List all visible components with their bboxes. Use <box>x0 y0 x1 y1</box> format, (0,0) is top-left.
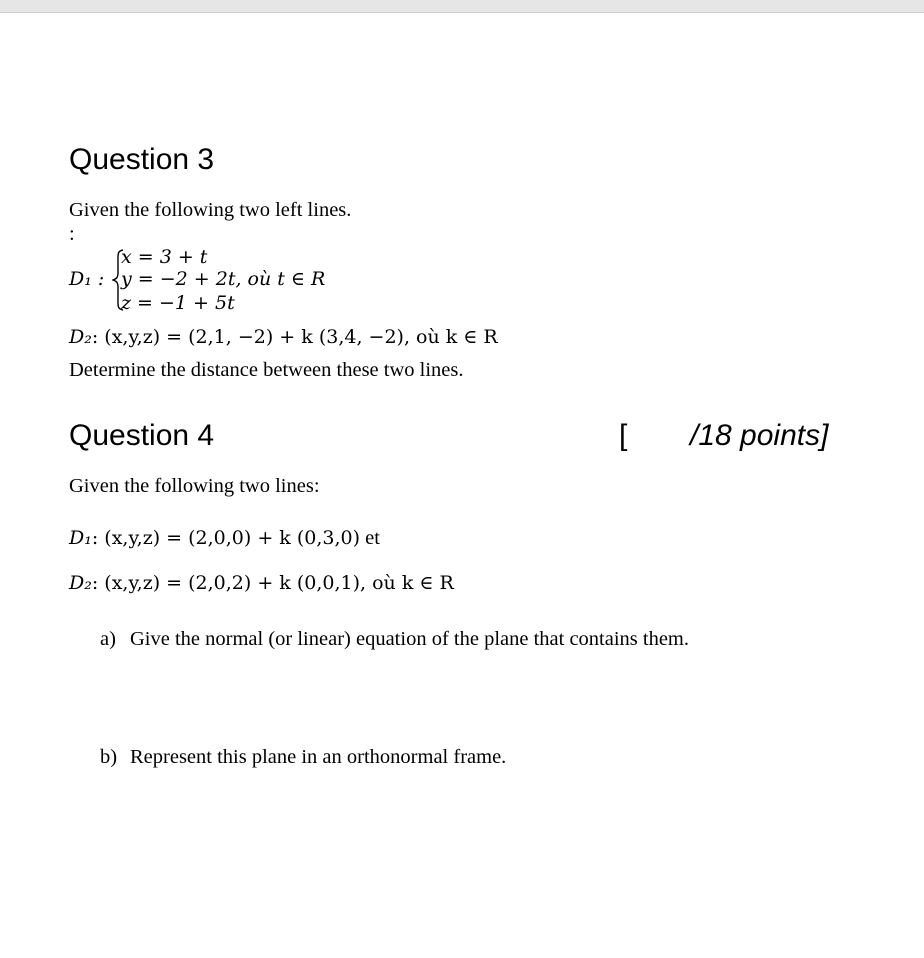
list-item <box>100 745 506 769</box>
q4-d1-equation: : (x,y,z) = (2,0,0) + k (0,3,0) <box>91 527 361 549</box>
q4-d2-equation: : (x,y,z) = (2,0,2) + k (0,0,1), où k ∈ R <box>91 572 454 594</box>
q4-d2-label: D₂ <box>69 572 92 594</box>
points-total: /18 points] <box>690 419 829 452</box>
list-item-letter: b) <box>100 746 118 768</box>
question-3-intro: Given the following two left lines. <box>69 199 352 221</box>
window-top-bar <box>0 0 924 13</box>
points-bracket-open: [ <box>619 419 628 452</box>
d1-label: D₁ : <box>69 268 105 290</box>
d1-z-equation: z = −1 + 5t <box>121 292 235 314</box>
list-item-text: Represent this plane in an orthonormal frame. <box>130 746 507 768</box>
question-3-task: Determine the distance between these two lines. <box>69 359 464 381</box>
q4-d1-suffix: et <box>365 527 380 549</box>
q3-d2-equation: : (x,y,z) = (2,1, −2) + k (3,4, −2), où k ∈ R <box>91 326 498 348</box>
list-item-text: Give the normal (or linear) equation of the plane that contains them. <box>130 628 690 650</box>
q4-d2-line <box>69 571 454 595</box>
question-4-intro: Given the following two lines: <box>69 475 320 497</box>
q4-d1-line <box>69 526 380 550</box>
list-item-letter: a) <box>100 628 116 650</box>
q4-d1-label: D₁ <box>69 527 92 549</box>
question-3-title: Question 3 <box>69 143 215 176</box>
q3-d2-label: D₂ <box>69 326 92 348</box>
q3-d2-line <box>69 325 498 349</box>
list-item <box>100 627 689 651</box>
d1-y-equation: y = −2 + 2t, où t ∈ R <box>121 268 326 290</box>
question-3-colon: : <box>69 223 75 245</box>
question-4-title: Question 4 <box>69 419 215 452</box>
d1-x-equation: x = 3 + t <box>121 246 208 268</box>
